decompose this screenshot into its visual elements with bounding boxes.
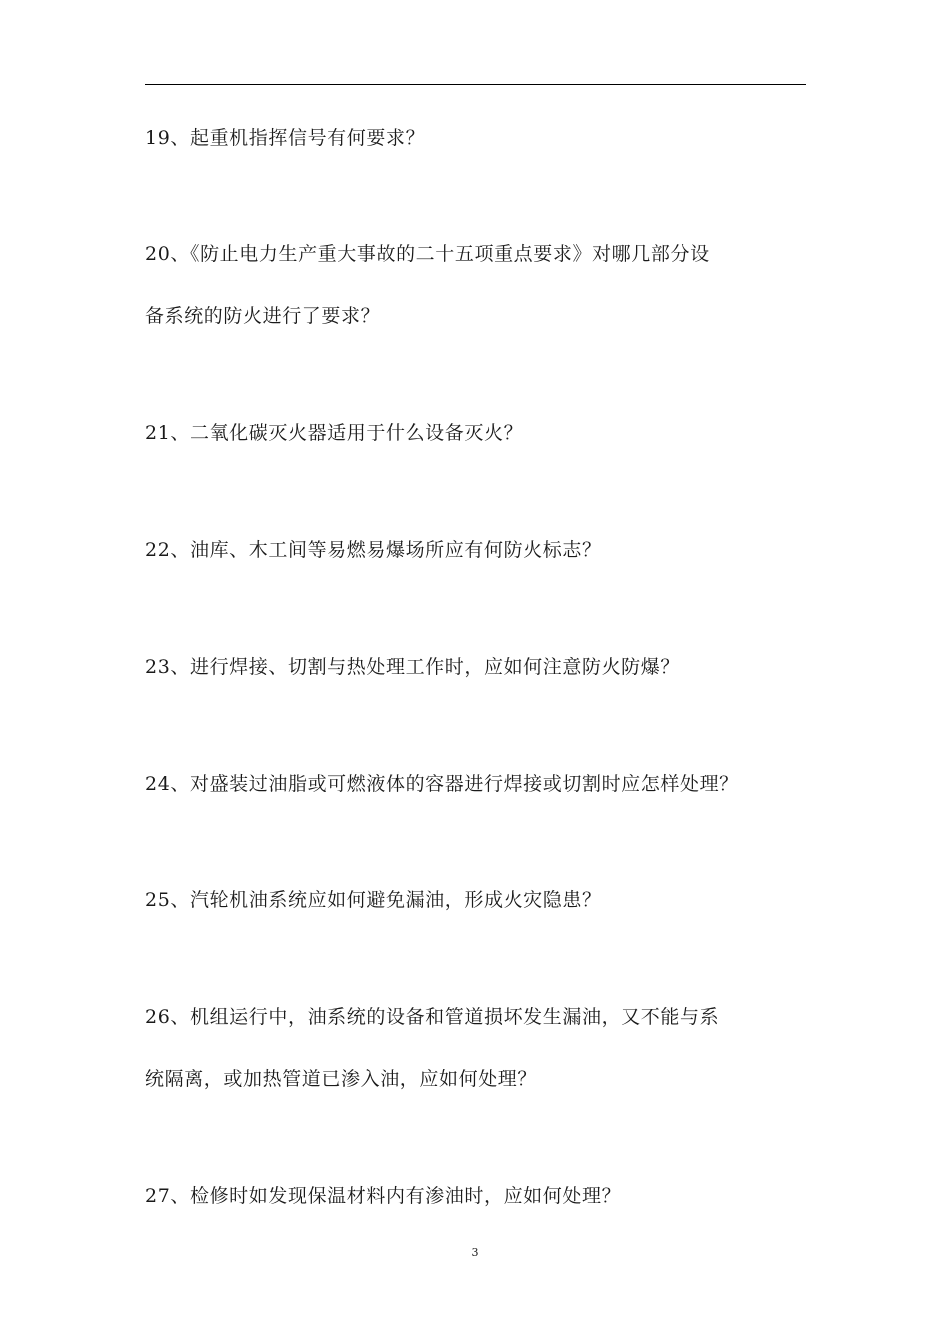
question-19: 19、起重机指挥信号有何要求？ [145, 127, 426, 149]
question-23: 23、进行焊接、切割与热处理工作时，应如何注意防火防爆？ [145, 656, 680, 678]
question-27: 27、检修时如发现保温材料内有渗油时，应如何处理？ [145, 1185, 622, 1207]
question-24: 24、对盛装过油脂或可燃液体的容器进行焊接或切割时应怎样处理？ [145, 773, 739, 795]
question-20-line-1: 20、《防止电力生产重大事故的二十五项重点要求》对哪几部分设 [145, 243, 710, 265]
question-22: 22、油库、木工间等易燃易爆场所应有何防火标志？ [145, 539, 602, 561]
question-20-line-2: 备系统的防火进行了要求？ [145, 305, 381, 327]
question-26-line-1: 26、机组运行中，油系统的设备和管道损坏发生漏油，又不能与系 [145, 1006, 720, 1028]
page-number: 3 [471, 1246, 479, 1259]
question-26-line-2: 统隔离，或加热管道已渗入油，应如何处理？ [145, 1068, 538, 1090]
question-25: 25、汽轮机油系统应如何避免漏油，形成火灾隐患？ [145, 889, 602, 911]
question-21: 21、二氧化碳灭火器适用于什么设备灭火？ [145, 422, 524, 444]
header-rule [145, 84, 806, 85]
